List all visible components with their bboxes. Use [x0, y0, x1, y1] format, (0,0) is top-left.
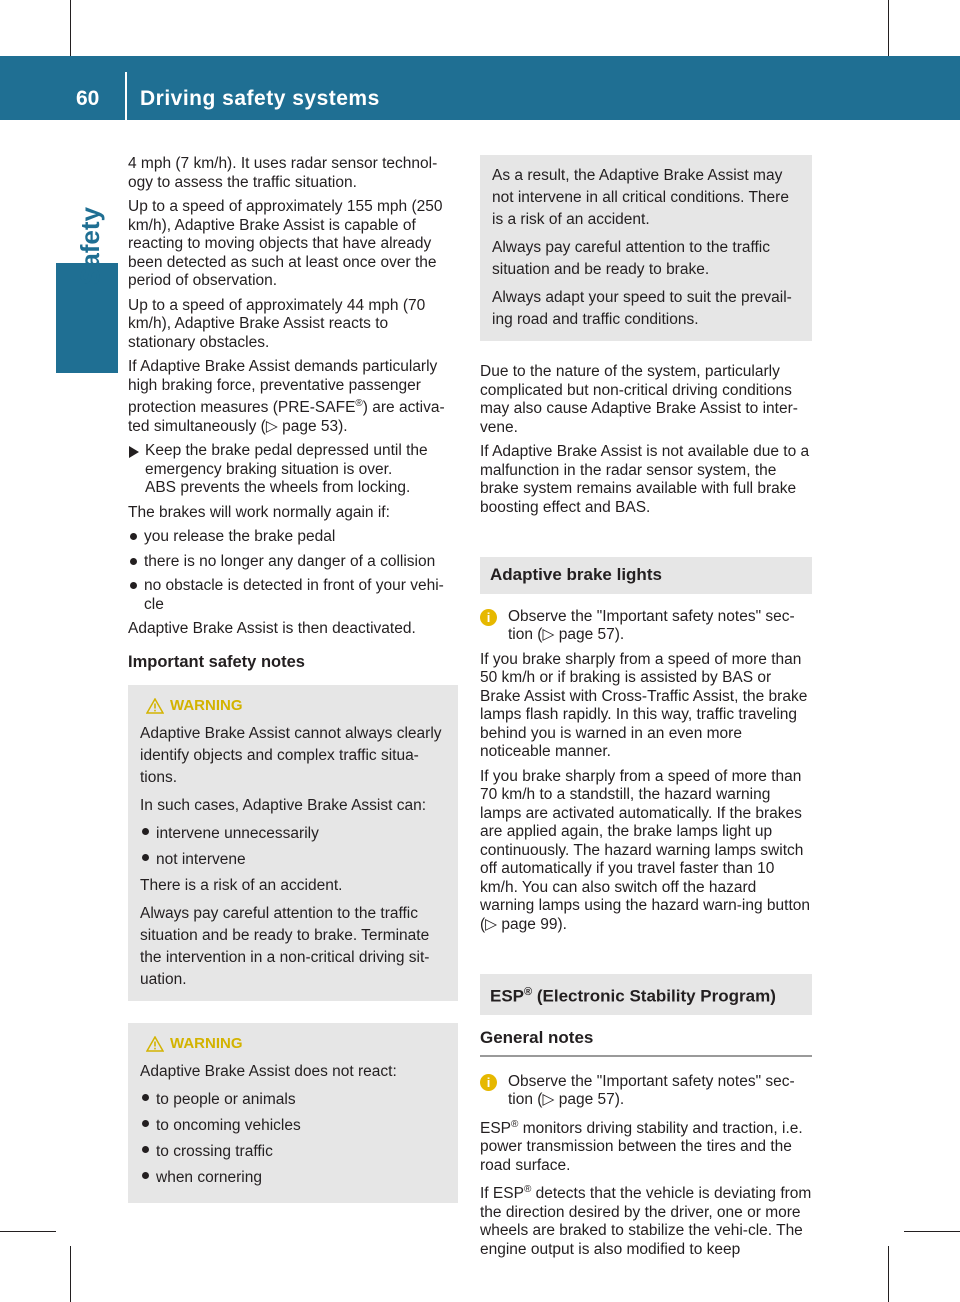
bullet-list: [140, 823, 446, 871]
section-heading-adaptive-brake-lights: Adaptive brake lights: [480, 557, 812, 594]
text: ).: [614, 1091, 625, 1109]
instruction-arrow-icon: [129, 446, 139, 458]
paragraph: Always pay careful attention to the traffic situation and be ready to brake.: [492, 239, 771, 278]
paragraph: Adaptive Brake Assist is then deactivated.: [128, 620, 416, 638]
warning-triangle-icon: [146, 698, 164, 714]
bullet-list: [140, 1089, 446, 1189]
instruction-note: ABS prevents the wheels from locking.: [145, 479, 411, 497]
page-number: 60: [76, 87, 100, 110]
page-ref-link[interactable]: page 57: [558, 1091, 615, 1109]
registered-mark: ®: [523, 1184, 532, 1196]
paragraph: Always pay careful attention to the traffic situation and be ready to brake. Terminate the intervention in a non-critical driving sit-uation.: [140, 905, 430, 989]
list-item: to crossing traffic: [140, 1141, 446, 1163]
page-ref-link[interactable]: page 53: [282, 417, 339, 435]
page-ref-link[interactable]: page 57: [558, 626, 615, 643]
crop-mark: [70, 1246, 71, 1302]
paragraph: The brakes will work normally again if:: [128, 503, 390, 521]
paragraph: If Adaptive Brake Assist is not available due to a malfunction in the radar sensor system, the brake system remains available with full brake boosting effect and BAS.: [480, 443, 810, 516]
warning-triangle-icon: [146, 1036, 164, 1052]
info-note: [480, 1073, 812, 1110]
section-heading-esp: [480, 974, 812, 1015]
list-item: when cornering: [140, 1167, 446, 1189]
header-divider: [125, 72, 127, 120]
text: ESP: [490, 986, 525, 1006]
paragraph: Always adapt your speed to suit the prevail-ing road and traffic conditions.: [492, 289, 792, 328]
warning-label: WARNING: [170, 697, 243, 715]
registered-mark: ®: [355, 398, 363, 409]
paragraph: Up to a speed of approximately 44 mph (70 km/h), Adaptive Brake Assist reacts to stationary obstacles.: [128, 296, 426, 351]
bullet-list: [128, 528, 458, 614]
page-ref-icon: ▷: [485, 915, 502, 933]
paragraph: If you brake sharply from a speed of more than 50 km/h or if braking is assisted by BAS or Brake Assist with Cross-Traffic Assist, the brake lamps flash rapidly. In this way, traffic traveling behind you is warned in an even more noticeable manner.: [480, 650, 808, 760]
crop-mark: [0, 1231, 56, 1232]
paragraph: As a result, the Adaptive Brake Assist may not intervene in all critical conditions. There is a risk of an accident.: [492, 167, 789, 228]
text: Observe the "Important safety notes" sec-tion (: [508, 1072, 795, 1109]
paragraph: [128, 358, 458, 436]
paragraph: Adaptive Brake Assist cannot always clearly identify objects and complex traffic situa-tions.: [140, 725, 442, 787]
list-item: you release the brake pedal: [128, 528, 458, 547]
warning-heading: [140, 1033, 446, 1055]
page-ref-icon: ▷: [265, 417, 283, 435]
text: (Electronic Stability Program): [532, 986, 776, 1006]
text: ESP: [480, 1119, 512, 1137]
side-tab-label: Safety: [75, 206, 105, 286]
paragraph: 4 mph (7 km/h). It uses radar sensor technol-ogy to assess the traffic situation.: [128, 155, 438, 191]
info-note: [480, 608, 812, 645]
list-item: there is no longer any danger of a collision: [128, 553, 458, 572]
crop-mark: [888, 1246, 889, 1302]
info-icon: i: [480, 1074, 497, 1091]
list-item: not intervene: [140, 849, 446, 871]
subheading-general-notes: General notes: [480, 1029, 812, 1057]
left-column: [128, 155, 458, 1225]
warning-label: WARNING: [170, 1035, 243, 1053]
paragraph: [480, 1116, 812, 1176]
paragraph: Up to a speed of approximately 155 mph (250 km/h), Adaptive Brake Assist is capable of reacting to moving objects that have already been detected as such at least once over the period of observation.: [128, 198, 443, 289]
paragraph: [480, 1181, 812, 1259]
text: Observe the "Important safety notes" sec-tion (: [508, 607, 795, 643]
list-item: to oncoming vehicles: [140, 1115, 446, 1137]
text: ).: [614, 626, 625, 643]
paragraph: Adaptive Brake Assist does not react:: [140, 1063, 397, 1081]
list-item: no obstacle is detected in front of your vehi-cle: [128, 577, 458, 614]
instruction-text: Keep the brake pedal depressed until the emergency braking situation is over.: [145, 442, 428, 478]
right-column: [480, 155, 812, 1265]
paragraph: There is a risk of an accident.: [140, 877, 343, 895]
warning-box: [128, 1023, 458, 1203]
subheading-important-safety-notes: Important safety notes: [128, 652, 305, 671]
page-ref-icon: ▷: [542, 1091, 559, 1109]
registered-mark: ®: [511, 1118, 519, 1130]
section-title: Driving safety systems: [140, 87, 380, 110]
page-ref-link[interactable]: page 99: [501, 915, 558, 933]
text: ).: [557, 915, 567, 933]
crop-mark: [888, 0, 889, 56]
text: ).: [338, 417, 348, 435]
list-item: intervene unnecessarily: [140, 823, 446, 845]
list-item: to people or animals: [140, 1089, 446, 1111]
text: detects that the vehicle is deviating from the direction desired by the driver, one or more wheels are braked to stabilize the vehi-cle. The engine output is also modified to keep: [480, 1185, 812, 1258]
crop-mark: [904, 1231, 960, 1232]
text: monitors driving stability and traction, i.e. power transmission between the tires and the road surface.: [480, 1119, 803, 1174]
text: ) are activa-ted simultaneously (: [128, 399, 445, 435]
warning-box: [128, 685, 458, 1001]
paragraph: [480, 768, 812, 935]
crop-mark: [70, 0, 71, 56]
text: If Adaptive Brake Assist demands particularly high braking force, preventative passenger protection measures (PRE-SAFE: [128, 358, 438, 417]
warning-box-continued: [480, 155, 812, 341]
instruction-step: [128, 442, 458, 498]
info-icon: i: [480, 609, 497, 626]
text: If you brake sharply from a speed of more than 70 km/h to a standstill, the hazard warning lamps are activated automatically. If the brakes are applied again, the brake lamps light up continuously. The hazard warning lamps switch off automatically if you travel faster than 10 km/h. You can also switch off the hazard warning lamps using the hazard warn-ing button (: [480, 767, 810, 933]
paragraph: In such cases, Adaptive Brake Assist can:: [140, 797, 427, 815]
registered-mark: ®: [524, 986, 533, 998]
warning-heading: [140, 695, 446, 717]
page-ref-icon: ▷: [542, 626, 559, 643]
paragraph: Due to the nature of the system, particularly complicated but non-critical driving conditions may also cause Adaptive Brake Assist to inter-vene.: [480, 363, 798, 436]
text: If ESP: [480, 1185, 524, 1203]
